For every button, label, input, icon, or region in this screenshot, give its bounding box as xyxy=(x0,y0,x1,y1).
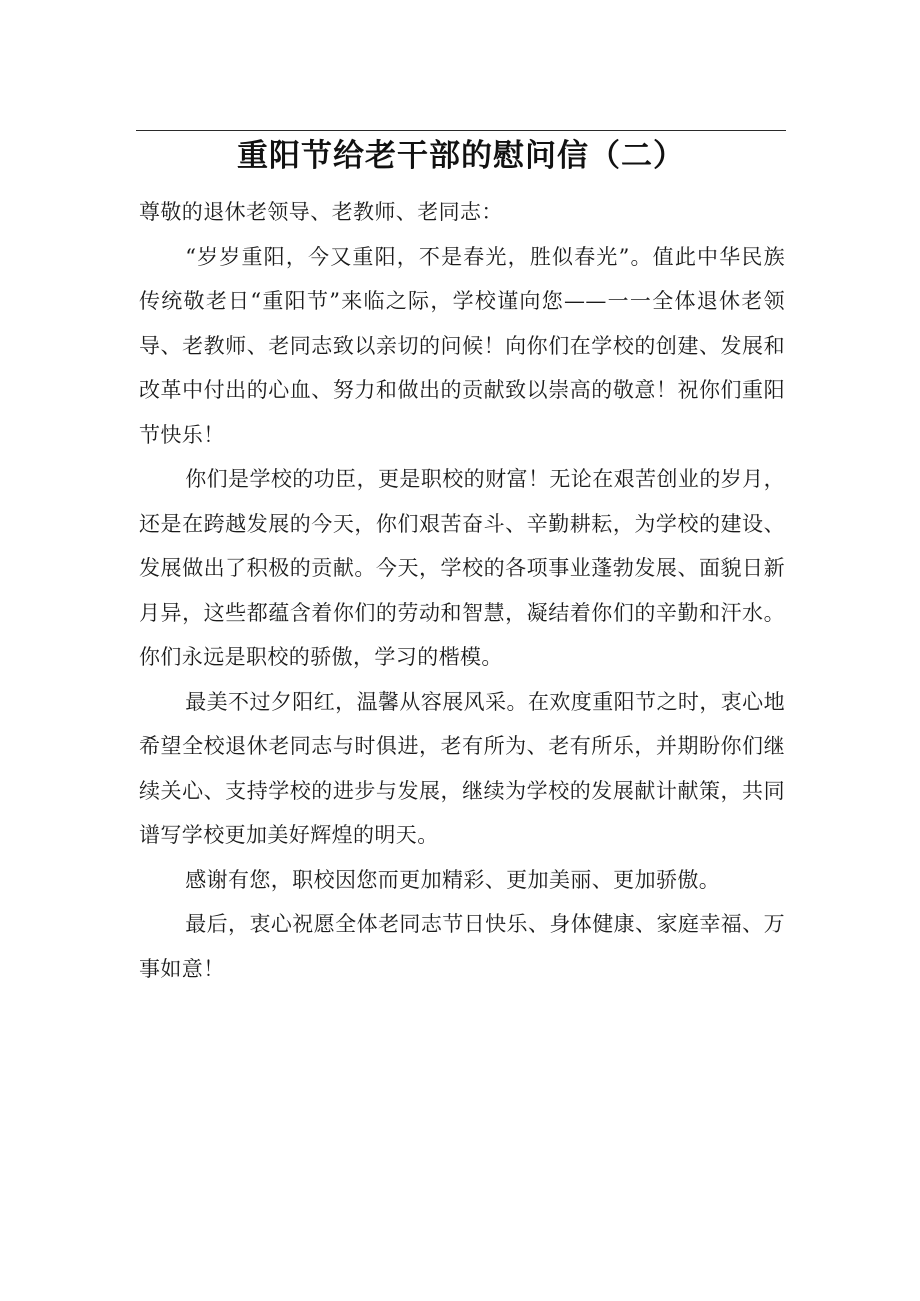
paragraph-4: 感谢有您，职校因您而更加精彩、更加美丽、更加骄傲。 xyxy=(185,867,721,892)
header-rule xyxy=(136,130,786,131)
salutation: 尊敬的退休老领导、老教师、老同志： xyxy=(139,200,503,224)
document-title: 重阳节给老干部的慰问信（二） xyxy=(237,138,685,174)
paragraph-3: 最美不过夕阳红，温馨从容展风采。在欢度重阳节之时，衷心地希望全校退休老同志与时俱进，老有所为、老有所乐，并期盼你们继续关心、支持学校的进步与发展，继续为学校的发展献计献策，共同谱写学校更加美好辉煌的明天。 xyxy=(139,689,785,847)
letter-body xyxy=(139,190,785,991)
paragraph-1: “岁岁重阳，今又重阳，不是春光，胜似春光”。值此中华民族传统敬老日“重阳节”来临之际，学校谨向您——一一全体退休老领导、老教师、老同志致以亲切的问候！向你们在学校的创建、发展和改革中付出的心血、努力和做出的贡献致以崇高的敬意！祝你们重阳节快乐！ xyxy=(139,244,785,447)
paragraph-5: 最后，衷心祝愿全体老同志节日快乐、身体健康、家庭幸福、万事如意！ xyxy=(139,912,785,981)
paragraph-2: 你们是学校的功臣，更是职校的财富！无论在艰苦创业的岁月，还是在跨越发展的今天，你们艰苦奋斗、辛勤耕耘，为学校的建设、发展做出了积极的贡献。今天，学校的各项事业蓬勃发展、面貌日新月异，这些都蕴含着你们的劳动和智慧，凝结着你们的辛勤和汗水。你们永远是职校的骄傲，学习的楷模。 xyxy=(139,467,785,669)
